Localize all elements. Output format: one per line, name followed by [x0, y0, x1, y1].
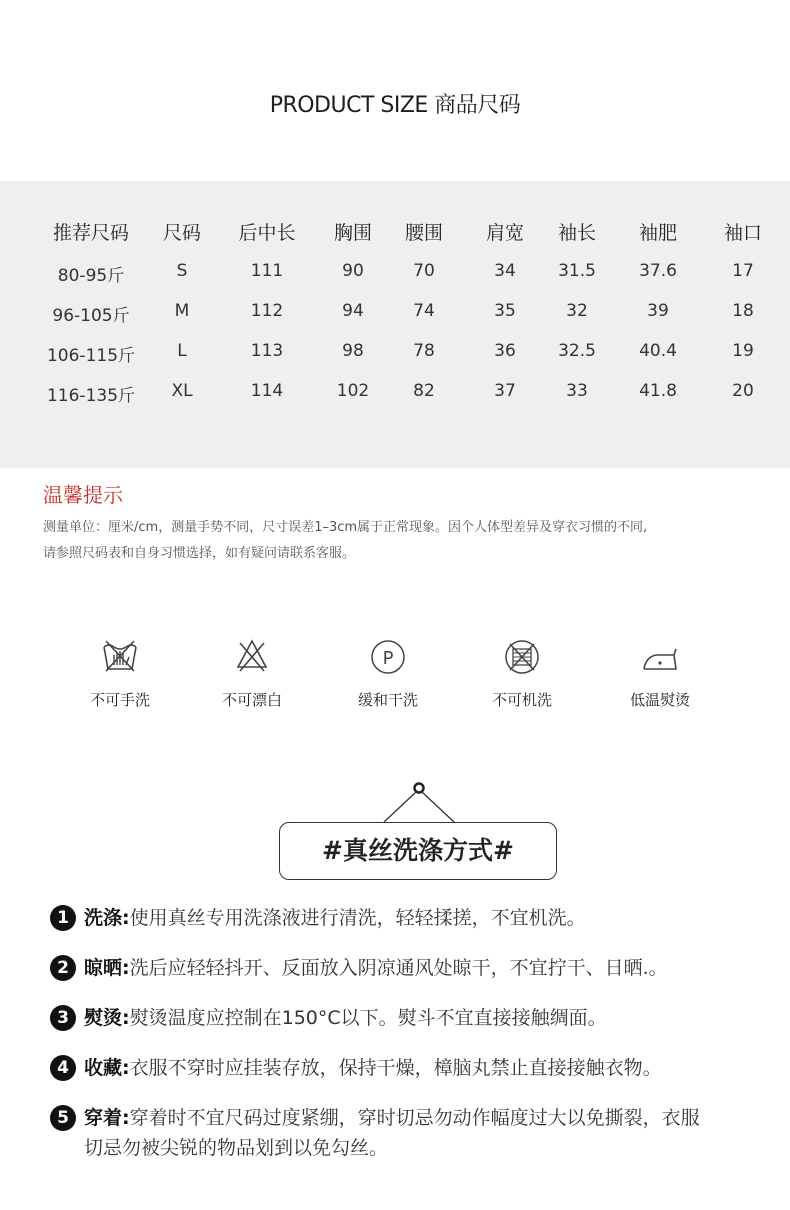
step-number: 4: [50, 1055, 76, 1081]
header-waist: 腰围: [404, 222, 443, 244]
silk-wash-badge: #真丝洗涤方式#: [279, 822, 557, 880]
svg-text:P: P: [382, 648, 394, 669]
header-recommended-size: 推荐尺码: [52, 222, 129, 244]
table-cell: 17: [732, 261, 754, 281]
table-cell: 78: [413, 341, 435, 361]
table-cell: 70: [413, 261, 435, 281]
table-cell: 19: [732, 341, 754, 361]
page-title: PRODUCT SIZE 商品尺码: [269, 93, 521, 118]
table-cell: 114: [250, 381, 284, 401]
header-back-length: 后中长: [238, 222, 296, 244]
table-cell: 112: [250, 301, 284, 321]
step-heading: 收藏:: [84, 1057, 130, 1079]
table-cell: 41.8: [639, 381, 677, 401]
table-cell: 31.5: [558, 261, 596, 281]
header-size: 尺码: [162, 222, 201, 244]
step-number: 3: [50, 1005, 76, 1031]
step-text: 衣服不穿时应挂装存放，保持干燥，樟脑丸禁止直接接触衣物。: [129, 1057, 662, 1079]
tips-title: 温馨提示: [43, 483, 123, 507]
table-cell: 111: [250, 261, 284, 281]
table-cell: 74: [413, 301, 435, 321]
step-number: 1: [50, 905, 76, 931]
tips-line: 请参照尺码表和自身习惯选择，如有疑问请联系客服。: [43, 546, 356, 561]
table-cell: 98: [342, 341, 364, 361]
care-label: 低温熨烫: [629, 691, 690, 709]
list-item: [50, 1053, 790, 1083]
care-label: 缓和干洗: [357, 691, 418, 709]
table-cell: 39: [647, 301, 669, 321]
care-label: 不可漂白: [221, 691, 282, 709]
step-text: 使用真丝专用洗涤液进行清洗，轻轻揉搓，不宜机洗。: [129, 907, 586, 929]
table-cell: 40.4: [639, 341, 677, 361]
table-cell: 106-115斤: [46, 346, 136, 366]
step-heading: 熨烫:: [84, 1007, 130, 1029]
table-cell: 90: [342, 261, 364, 281]
table-cell: 96-105斤: [52, 306, 130, 326]
table-cell: 34: [494, 261, 516, 281]
list-item: [50, 1003, 790, 1033]
table-cell: 32: [566, 301, 588, 321]
table-cell: 80-95斤: [57, 266, 125, 286]
step-number: 5: [50, 1105, 76, 1131]
step-heading: 洗涤:: [84, 907, 130, 929]
header-shoulder: 肩宽: [485, 222, 524, 244]
table-cell: 37.6: [639, 261, 677, 281]
tips-line: 测量单位：厘米/cm，测量手势不同，尺寸误差1–3cm属于正常现象。因个人体型差异及穿衣习惯的不同,: [43, 520, 648, 535]
step-text: 洗后应轻轻抖开、反面放入阴凉通风处晾干，不宜拧干、日晒.。: [129, 957, 668, 979]
table-cell: 82: [413, 381, 435, 401]
table-cell: 35: [494, 301, 516, 321]
header-cuff: 袖口: [723, 222, 762, 244]
table-cell: 20: [732, 381, 754, 401]
list-item: [50, 1103, 790, 1163]
header-chest: 胸围: [333, 222, 372, 244]
table-cell: 116-135斤: [46, 386, 136, 406]
header-sleeve-length: 袖长: [557, 222, 596, 244]
header-sleeve-width: 袖肥: [638, 222, 677, 244]
table-cell: S: [176, 261, 188, 281]
care-label: 不可手洗: [89, 691, 150, 709]
step-text: 穿着时不宜尺码过度紧绷，穿时切忌勿动作幅度过大以免撕裂，衣服: [129, 1107, 700, 1129]
list-item: [50, 953, 790, 983]
table-cell: 102: [336, 381, 370, 401]
table-cell: M: [174, 301, 190, 321]
table-cell: XL: [171, 381, 193, 401]
step-heading: 穿着:: [84, 1107, 130, 1129]
table-cell: 18: [732, 301, 754, 321]
table-cell: 37: [494, 381, 516, 401]
table-cell: 32.5: [558, 341, 596, 361]
table-cell: 33: [566, 381, 588, 401]
step-text-continued: 切忌勿被尖锐的物品划到以免勾丝。: [84, 1137, 389, 1159]
step-text: 熨烫温度应控制在150°C以下。熨斗不宜直接接触绸面。: [129, 1007, 607, 1029]
table-cell: L: [177, 341, 187, 361]
care-label: 不可机洗: [491, 691, 552, 709]
table-cell: 36: [494, 341, 516, 361]
list-item: [50, 903, 790, 933]
table-cell: 113: [250, 341, 284, 361]
step-number: 2: [50, 955, 76, 981]
step-heading: 晾晒:: [84, 957, 130, 979]
wash-steps: [50, 903, 790, 1183]
table-cell: 94: [342, 301, 364, 321]
